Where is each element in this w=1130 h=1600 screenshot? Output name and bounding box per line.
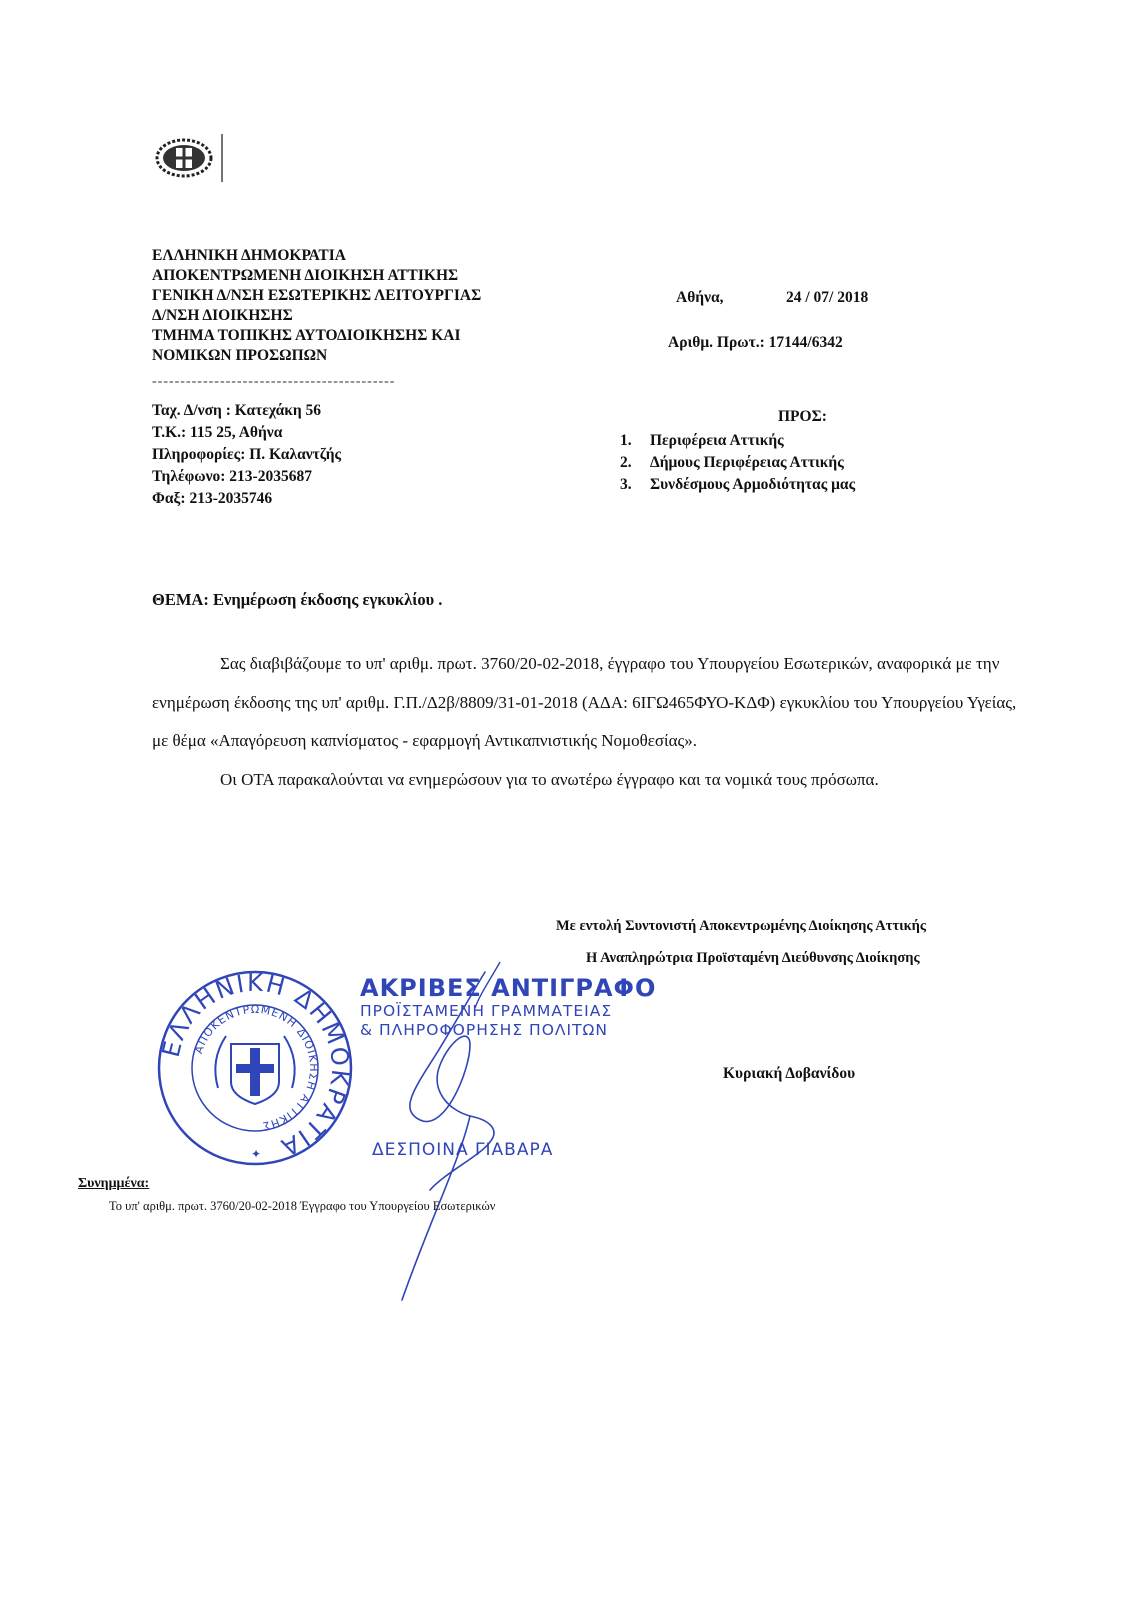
header-separator: ------------------------------------------- [152, 374, 396, 389]
header-line: ΝΟΜΙΚΩΝ ΠΡΟΣΩΠΩΝ [152, 347, 328, 364]
body-paragraph: Οι ΟΤΑ παρακαλούνται να ενημερώσουν για το ανωτέρω έγγραφο και τα νομικά τους πρόσωπα. [220, 769, 879, 789]
signer-name: Κυριακή Δοβανίδου [723, 1065, 856, 1082]
handwritten-signature [390, 960, 610, 1310]
recipients-title: ΠΡΟΣ: [778, 408, 827, 425]
protocol-number: Αριθμ. Πρωτ.: 17144/6342 [668, 334, 843, 351]
svg-text:✦: ✦ [251, 1147, 262, 1161]
subject-line: ΘΕΜΑ: Ενημέρωση έκδοσης εγκυκλίου . [152, 590, 443, 609]
stamp-name: ΔΕΣΠΟΙΝΑ ΓΙΑΒΑΡΑ [372, 1140, 554, 1160]
signer-title: Η Αναπληρώτρια Προϊσταμένη Διεύθυνσης Διοίκησης [586, 950, 920, 966]
stamp-title: ΑΚΡΙΒΕΣ ΑΝΤΙΓΡΑΦΟ [360, 974, 657, 1002]
list-number: 3. [620, 476, 632, 493]
stamp-line: & ΠΛΗΡΟΦΟΡΗΣΗΣ ΠΟΛΙΤΩΝ [360, 1021, 608, 1039]
list-text: Δήμους Περιφέρειας Αττικής [650, 454, 844, 471]
letter-body [152, 645, 1032, 799]
stamp-line: ΠΡΟΪΣΤΑΜΕΝΗ ΓΡΑΜΜΑΤΕΙΑΣ [360, 1002, 613, 1020]
list-item [620, 430, 855, 452]
list-number: 2. [620, 454, 632, 471]
list-item [620, 452, 855, 474]
issuer-header [152, 246, 481, 366]
seal-inner-text: ΑΠΟΚΕΝΤΡΩΜΕΝΗ ΔΙΟΙΚΗΣΗ ΑΤΤΙΚΗΣ [192, 1002, 321, 1133]
header-line: ΤΜΗΜΑ ΤΟΠΙΚΗΣ ΑΥΤΟΔΙΟΙΚΗΣΗΣ ΚΑΙ [152, 327, 461, 344]
header-line: Δ/ΝΣΗ ΔΙΟΙΚΗΣΗΣ [152, 307, 293, 324]
header-line: ΕΛΛΗΝΙΚΗ ΔΗΜΟΚΡΑΤΙΑ [152, 247, 346, 264]
contact-phone: Τηλέφωνο: 213-2035687 [152, 468, 312, 485]
list-text: Περιφέρεια Αττικής [650, 432, 784, 449]
official-seal-icon [148, 968, 362, 1168]
order-line: Με εντολή Συντονιστή Αποκεντρωμένης Διοίκησης Αττικής [556, 918, 927, 934]
attachments-text: Το υπ' αριθμ. πρωτ. 3760/20-02-2018 Έγγραφο του Υπουργείου Εσωτερικών [109, 1199, 496, 1213]
greek-coat-of-arms-icon [152, 130, 226, 186]
contact-fax: Φαξ: 213-2035746 [152, 490, 273, 507]
contact-block [152, 400, 341, 510]
date-value: 24 / 07/ 2018 [786, 289, 869, 306]
list-number: 1. [620, 432, 632, 449]
list-text: Συνδέσμους Αρμοδιότητας μας [650, 476, 856, 493]
recipients-list [620, 430, 855, 496]
date-label: Αθήνα, [676, 289, 724, 306]
attachments-title: Συνημμένα: [78, 1176, 150, 1191]
contact-postal: Τ.Κ.: 115 25, Αθήνα [152, 424, 283, 441]
seal-outer-text: ΕΛΛΗΝΙΚΗ ΔΗΜΟΚΡΑΤΙΑ [156, 968, 355, 1163]
contact-address: Ταχ. Δ/νση : Κατεχάκη 56 [152, 402, 322, 419]
body-paragraph: Σας διαβιβάζουμε το υπ' αριθμ. πρωτ. 3760/20-02-2018, έγγραφο του Υπουργείου Εσωτερικών, αναφορικά με την ενημέρωση έκδοσης της υπ' αριθμ. Γ.Π./Δ2β/8809/31-01-2018 (ΑΔΑ: 6ΙΓΩ465ΦΥΟ-ΚΔΦ) εγκυκλίου του Υπουργείου Υγείας, με θέμα «Απαγόρευση καπνίσματος - εφαρμογή Αντικαπνιστικής Νομοθεσίας». [152, 654, 1017, 750]
list-item [620, 474, 855, 496]
header-line: ΓΕΝΙΚΗ Δ/ΝΣΗ ΕΣΩΤΕΡΙΚΗΣ ΛΕΙΤΟΥΡΓΙΑΣ [152, 287, 482, 304]
header-line: ΑΠΟΚΕΝΤΡΩΜΕΝΗ ΔΙΟΙΚΗΣΗ ΑΤΤΙΚΗΣ [152, 267, 459, 284]
contact-info: Πληροφορίες: Π. Καλαντζής [152, 446, 342, 463]
